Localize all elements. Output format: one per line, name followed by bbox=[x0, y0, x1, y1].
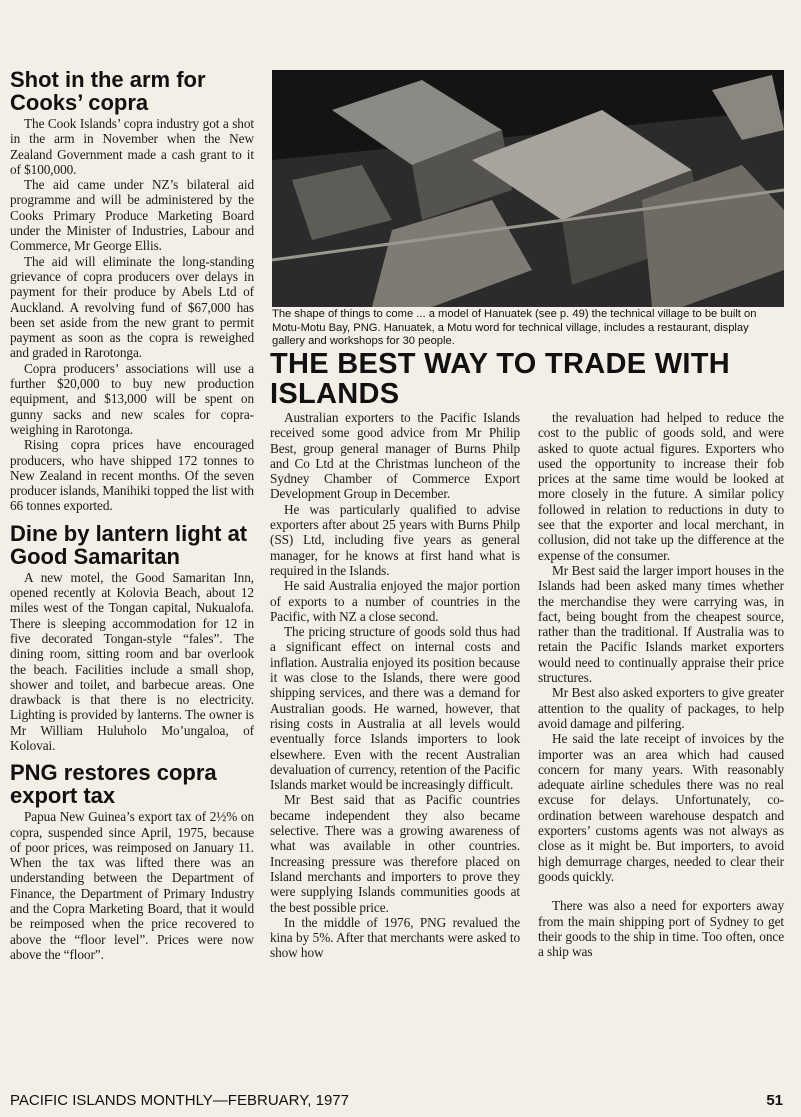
story-headline-png-copra-tax: PNG restores copra export tax bbox=[10, 760, 217, 809]
story-paragraph: Papua New Guinea’s export tax of 2½% on copra, suspended since April, 1975, because of poor prices, was reimposed on January 11. When the tax was lifted there was an understanding between the Department of Finance, the Department of Primary Industry and the Copra Marketing Board, that it would be reimposed when the price recovered to above the “floor level”. Prices were now above the “floor”. bbox=[10, 809, 254, 962]
story-paragraph: In the middle of 1976, PNG revalued the kina by 5%. After that merchants were asked to show how bbox=[270, 914, 520, 961]
photo-caption: The shape of things to come ... a model of Hanuatek (see p. 49) the technical village to be built on Motu-Motu Bay, PNG. Hanuatek, a Motu word for technical village, includes a restaurant, display gallery and workshops for 30 people. bbox=[272, 308, 757, 348]
page-number: 51 bbox=[766, 1092, 783, 1109]
left-column bbox=[10, 68, 254, 962]
story-paragraph: Copra producers’ associations will use a further $20,000 to buy new production equipment, and $13,000 will be spent on gunny sacks and new scales for copra-weighing in Rarotonga. bbox=[10, 360, 254, 437]
story-paragraph: The pricing structure of goods sold thus had a significant effect on internal costs and inflation. Australia enjoyed its position because it was close to the Islands, there were good shipping services, and there was a demand for Australian goods. He warned, however, that rising costs in Australia at all levels would eventually force Islands importers to look elsewhere. Even with the recent Australian devaluation of currency, retention of the Pacific Islands market would be increasingly difficult. bbox=[270, 624, 520, 793]
story-headline-cooks-copra: Shot in the arm for Cooks’ copra bbox=[10, 67, 206, 115]
main-headline: THE BEST WAY TO TRADE WITH ISLANDS bbox=[270, 348, 731, 410]
story-paragraph: There was also a need for exporters away from the main shipping port of Sydney to get their goods to the ship in time. Too often, once a ship was bbox=[538, 898, 784, 960]
story-paragraph: The aid will eliminate the long-standing grievance of copra producers over delays in payment for their produce by Abels Ltd of Auckland. A revolving fund of $67,000 has been set aside from the new grant to permit payment as soon as the copra is reweighed and graded in Rarotonga. bbox=[10, 253, 254, 361]
story-paragraph: The aid came under NZ’s bilateral aid programme and will be administered by the Cooks Primary Produce Marketing Board under the Minister of Industries, Labour and Commerce, Mr George Ellis. bbox=[10, 177, 254, 254]
story-paragraph: He said the late receipt of invoices by the importer was an area which had caused concern for many years. With reasonably adequate airline schedules there was no real excuse for delays. Unfortunately, co-ordination between warehouse despatch and exporters’ customs agents was not always as close as it might be. But importers, to avoid high demurrage charges, needed to clear their goods quickly. bbox=[538, 731, 784, 884]
story-paragraph: A new motel, the Good Samaritan Inn, opened recently at Kolovia Beach, about 12 miles west of the Tongan capital, Nukualofa. There is sleeping accommodation for 12 in five decorated Tongan-style “fales”. The dining room, sitting room and bar overlook the beach. Facilities include a small shop, shower and toilet, and barbecue areas. One drawback is that there is no electricity. Lighting is provided by lanterns. The owner is Mr William Huluholo Mo’ungaloa, of Kolovai. bbox=[10, 569, 254, 753]
page-footer bbox=[10, 1092, 791, 1109]
story-paragraph: the revaluation had helped to reduce the cost to the public of goods sold, and were asked to quote actual figures. Exporters who used the opportunity to increase their fob prices at the same time would be looked at more closely in the future. A similar policy followed in relation to reductions in duty to see that the exporter and local merchant, in collusion, did not take up the difference at the expense of the consumer. bbox=[538, 410, 784, 563]
story-paragraph: Australian exporters to the Pacific Islands received some good advice from Mr Philip Best, group general manager of Burns Philp and Co Ltd at the Christmas luncheon of the Sydney Chamber of Commerce Export Development Group in December. bbox=[270, 410, 520, 502]
masthead: PACIFIC ISLANDS MONTHLY—FEBRUARY, 1977 bbox=[10, 1092, 349, 1109]
story-headline-good-samaritan: Dine by lantern light at Good Samaritan bbox=[10, 520, 248, 569]
story-paragraph: He said Australia enjoyed the major portion of exports to a number of countries in the Pacific, with NZ a close second. bbox=[270, 578, 520, 624]
story-paragraph: Mr Best said the larger import houses in the Islands had been asked many times whether the merchandise they were carrying was, in fact, being bought from the cheapest source, rather than the traditional. If Australia was to retain the Pacific Islands market exporters would need to continually appraise their price structures. bbox=[538, 562, 784, 686]
main-story-column-1 bbox=[270, 410, 520, 961]
story-paragraph: Mr Best said that as Pacific countries became independent they also became selective. There was a growing awareness of what was available in other countries. Increasing pressure was therefore placed on Island merchants and importers to prove they were supplying Islands communities goods at the best possible price. bbox=[270, 792, 520, 915]
story-paragraph: Rising copra prices have encouraged producers, who have shipped 172 tonnes to New Zealand in recent months. Of the seven producer islands, Manihiki topped the list with 66 tonnes exported. bbox=[10, 437, 254, 514]
story-paragraph: The Cook Islands’ copra industry got a shot in the arm in November when the New Zealand Government made a cash grant to it of $100,000. bbox=[10, 116, 254, 177]
model-village-photo bbox=[272, 70, 784, 307]
model-village-image bbox=[272, 70, 784, 307]
story-paragraph: He was particularly qualified to advise exporters after about 25 years with Burns Philp (SS) Ltd, including five years as general manager, for he knows at first hand what is required in the Islands. bbox=[270, 501, 520, 578]
story-paragraph: Mr Best also asked exporters to give greater attention to the quality of packages, to help avoid damage and pilfering. bbox=[538, 685, 784, 731]
main-story-column-2 bbox=[538, 410, 784, 959]
